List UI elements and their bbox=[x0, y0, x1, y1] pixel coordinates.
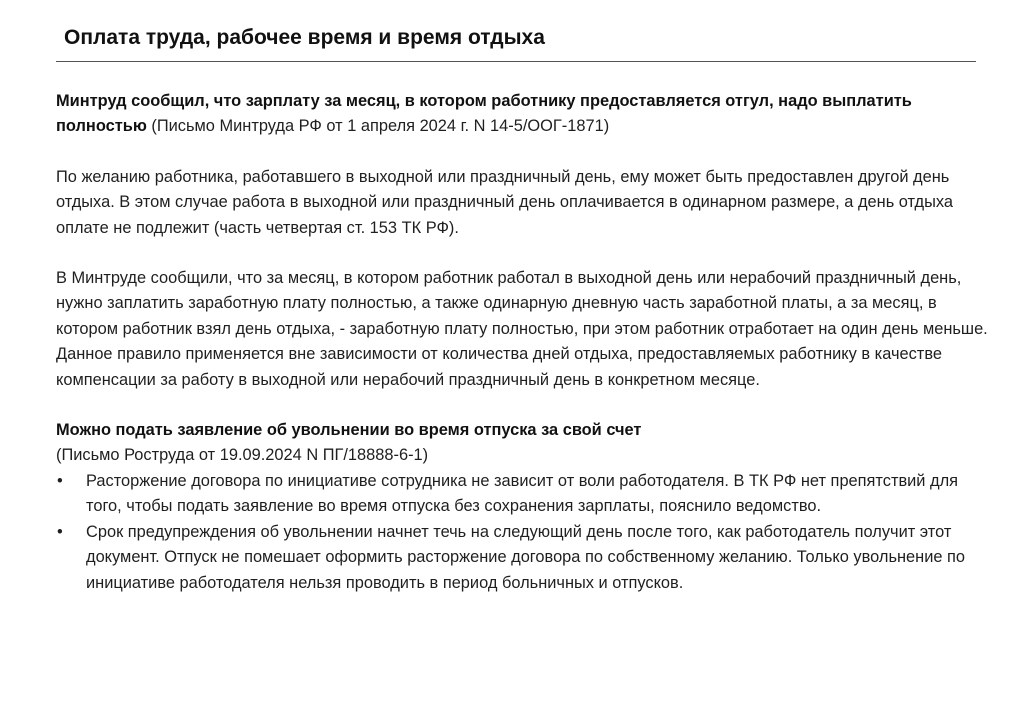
section-2-source: (Письмо Роструда от 19.09.2024 N ПГ/18888-6-1) bbox=[56, 446, 429, 465]
section-1-source: (Письмо Минтруда РФ от 1 апреля 2024 г. N 14-5/ООГ-1871) bbox=[146, 117, 610, 136]
title-divider bbox=[56, 61, 976, 62]
bullet-icon: • bbox=[57, 471, 63, 490]
bullet-icon: • bbox=[57, 522, 63, 541]
section-2-bullet-list bbox=[56, 469, 996, 596]
page-title: Оплата труда, рабочее время и время отдыха bbox=[64, 26, 545, 49]
section-1-heading: Минтруд сообщил, что зарплату за месяц, в котором работнику предоставляется отгул, надо выплатить полностью bbox=[56, 92, 912, 136]
list-item-text: Срок предупреждения об увольнении начнет течь на следующий день после того, как работодатель получит этот документ. Отпуск не помешает оформить расторжение договора по собственному желанию. Только увольнение по инициативе работодателя нельзя проводить в период больничных и отпусков. bbox=[86, 522, 966, 592]
list-item bbox=[56, 520, 996, 596]
section-1-lead bbox=[56, 89, 996, 140]
list-item-text: Расторжение договора по инициативе сотрудника не зависит от воли работодателя. В ТК РФ нет препятствий для того, чтобы подать заявление во время отпуска без сохранения зарплаты, пояснило ведомство. bbox=[86, 471, 959, 516]
list-item bbox=[56, 469, 996, 520]
section-1-paragraph: В Минтруде сообщили, что за месяц, в котором работник работал в выходной день или нерабочий праздничный день, нужно заплатить заработную плату полностью, а также одинарную дневную часть заработной платы, а за месяц, в котором работник взял день отдыха, - заработную плату полностью, при этом работник отработает на один день меньше. Данное правило применяется вне зависимости от количества дней отдыха, предоставляемых работнику в качестве компенсации за работу в выходной или нерабочий праздничный день в конкретном месяце. bbox=[56, 269, 988, 389]
document-body bbox=[56, 89, 996, 596]
section-2-heading: Можно подать заявление об увольнении во время отпуска за свой счет bbox=[56, 421, 642, 440]
section-1-paragraph: По желанию работника, работавшего в выходной или праздничный день, ему может быть предоставлен другой день отдыха. В этом случае работа в выходной или праздничный день оплачивается в одинарном размере, а день отдыха оплате не подлежит (часть четвертая ст. 153 ТК РФ). bbox=[56, 167, 953, 237]
